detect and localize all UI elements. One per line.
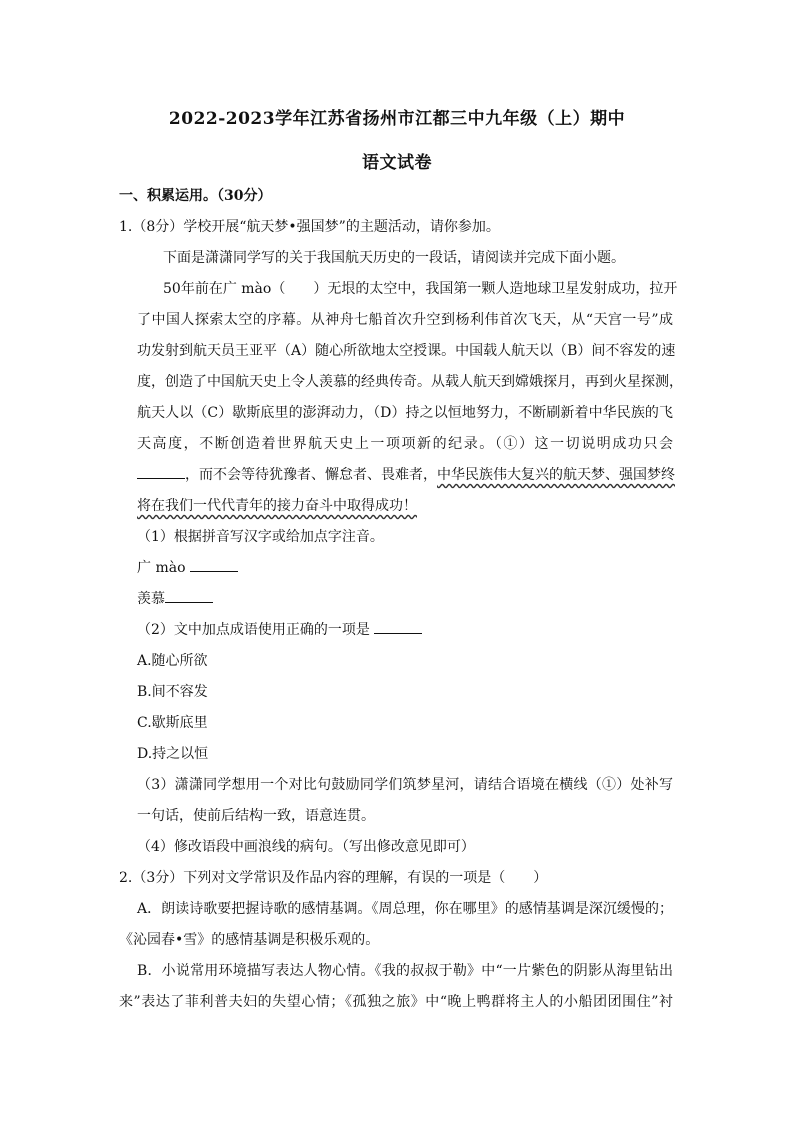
option-b[interactable]: B.间不容发 xyxy=(137,684,208,700)
q1-sub1: （1）根据拼音写汉字或给加点字注音。 xyxy=(137,529,384,545)
q2-option-b-line1: B．小说常用环境描写表达人物心情。《我的叔叔于勒》中“一片紫色的阴影从海里钻出 xyxy=(137,963,673,979)
exam-title-line2: 语文试卷 xyxy=(362,153,432,173)
q2-option-b-line2: 来”表达了菲利普夫妇的失望心情；《孤独之旅》中“晚上鸭群将主人的小船团团围住”衬 xyxy=(119,994,673,1010)
q2-stem: 2.（3分）下列对文学常识及作品内容的理解，有误的一项是（ ） xyxy=(119,870,548,886)
wavy-sentence-part1: 中华民族伟大复兴的航天梦、强国梦终 xyxy=(437,467,675,483)
blank-1[interactable] xyxy=(137,464,185,479)
q1-passage-line8 xyxy=(137,495,417,517)
option-c[interactable]: C.歇斯底里 xyxy=(137,715,208,731)
q1-passage-line3: 功发射到航天员王亚平（A）随心所欲地太空授课。中国载人航天以（B）间不容发的速 xyxy=(137,343,676,359)
q1-sub3-line2: 一句话，使前后结构一致，语意连贯。 xyxy=(137,808,375,824)
q1-sub3-line1: （3）潇潇同学想用一个对比句鼓励同学们筑梦星河，请结合语境在横线（①）处补写 xyxy=(137,777,673,793)
q1-sub1-a xyxy=(137,557,238,579)
q1-passage-line1: 50年前在广 mào（ ）无垠的太空中，我国第一颗人造地球卫星发射成功，拉开 xyxy=(163,281,678,297)
exam-title-line1: 2022-2023学年江苏省扬州市江都三中九年级（上）期中 xyxy=(168,109,626,129)
option-a[interactable]: A.随心所欲 xyxy=(137,653,208,669)
option-d[interactable]: D.持之以恒 xyxy=(137,746,209,762)
q1-passage-line4: 度，创造了中国航天史上令人羡慕的经典传奇。从载人航天到嫦娥探月，再到火星探测， xyxy=(137,374,683,390)
q1-sub2 xyxy=(137,619,422,641)
q2-option-a-line2: 《沁园春•雪》的感情基调是积极乐观的。 xyxy=(119,932,380,948)
q1-passage-line5: 航天人以（C）歇斯底里的澎湃动力，（D）持之以恒地努力，不断刷新着中华民族的飞 xyxy=(137,405,673,421)
q1-sub4: （4）修改语段中画浪线的病句。（写出修改意见即可） xyxy=(137,839,475,855)
wavy-sentence-part2: 将在我们一代代青年的接力奋斗中取得成功！ xyxy=(137,498,417,514)
sub1-b-label: 羡慕 xyxy=(137,591,165,607)
q1-passage-line6: 天高度，不断创造着世界航天史上一项项新的纪录。（①）这一切说明成功只会 xyxy=(137,436,673,452)
q1-passage-line7 xyxy=(137,464,675,486)
q1-passage-line2: 了中国人探索太空的序幕。从神舟七船首次升空到杨利伟首次飞天，从“天宫一号”成 xyxy=(137,312,673,328)
sub2-text: （2）文中加点成语使用正确的一项是 xyxy=(137,622,370,638)
section1-heading: 一、积累运用。（30分） xyxy=(119,188,272,204)
sub1-a-blank[interactable] xyxy=(190,557,238,572)
q2-option-a-line1: A．朗读诗歌要把握诗歌的感情基调。《周总理，你在哪里》的感情基调是深沉缓慢的； xyxy=(137,901,673,917)
sub1-a-label: 广 mào xyxy=(137,560,186,576)
q1-stem: 1.（8分）学校开展“航天梦•强国梦”的主题活动，请你参加。 xyxy=(119,219,500,235)
passage-line7-text: ，而不会等待犹豫者、懈怠者、畏难者， xyxy=(185,467,437,483)
sub1-b-blank[interactable] xyxy=(165,588,213,603)
q1-sub1-b xyxy=(137,588,213,610)
q1-intro: 下面是潇潇同学写的关于我国航天历史的一段话，请阅读并完成下面小题。 xyxy=(163,250,625,266)
sub2-blank[interactable] xyxy=(374,619,422,634)
